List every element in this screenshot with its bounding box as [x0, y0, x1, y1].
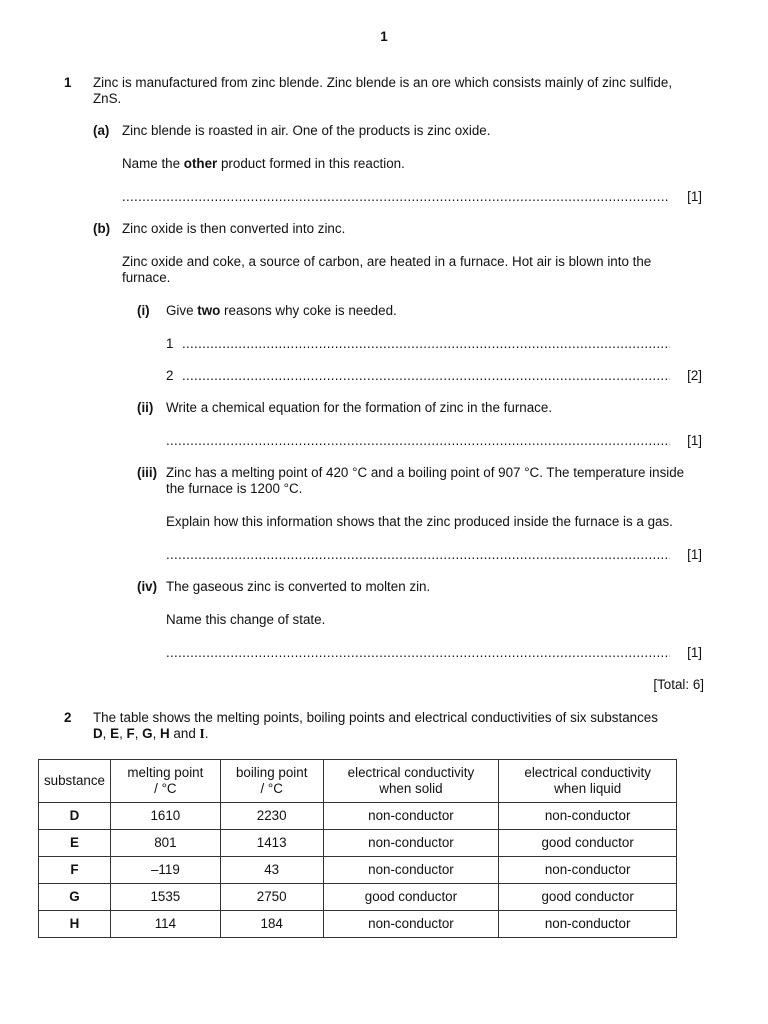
table-row [39, 830, 677, 857]
prompt-text: product formed in this reaction. [217, 156, 405, 171]
table-cell: E [39, 830, 111, 857]
table-header-row [39, 760, 677, 803]
header-line: electrical conductivity [347, 765, 475, 780]
table-cell: non-conductor [323, 830, 499, 857]
answer-line[interactable] [122, 189, 670, 205]
answer-number: 2 [166, 368, 174, 383]
question-number: 2 [64, 710, 72, 725]
header-line: / °C [260, 781, 283, 796]
table-row [39, 857, 677, 884]
subpart-prompt: Name this change of state. [166, 612, 326, 627]
table-cell: 2230 [220, 803, 323, 830]
mark-allocation: [1] [687, 547, 702, 562]
subpart-text: the furnace is 1200 °C. [166, 481, 303, 496]
subpart-label: (iv) [137, 579, 158, 594]
question-number: 1 [64, 75, 72, 90]
substance-letter: F [126, 726, 135, 741]
table-cell: –119 [110, 857, 220, 884]
header-line: substance [43, 773, 105, 788]
column-header [323, 760, 499, 803]
subpart-label: (iii) [137, 465, 158, 480]
part-text: Zinc blende is roasted in air. One of the products is zinc oxide. [122, 123, 491, 138]
part-label: (b) [93, 221, 111, 236]
table-cell: 114 [110, 911, 220, 938]
table-cell: F [39, 857, 111, 884]
table-cell: 801 [110, 830, 220, 857]
table-cell: non-conductor [499, 857, 677, 884]
subpart-label: (ii) [137, 400, 154, 415]
substance-table [38, 759, 677, 938]
separator: , [102, 726, 111, 741]
answer-line[interactable] [182, 368, 670, 384]
header-line: boiling point [235, 765, 308, 780]
subpart-text: Write a chemical equation for the formation of zinc in the furnace. [166, 400, 553, 415]
table-cell: 1535 [110, 884, 220, 911]
part-label: (a) [93, 123, 110, 138]
subpart-text: The gaseous zinc is converted to molten zin. [166, 579, 431, 594]
table-cell: good conductor [499, 830, 677, 857]
answer-line[interactable] [166, 547, 670, 563]
table-cell: 43 [220, 857, 323, 884]
table-cell: non-conductor [499, 803, 677, 830]
answer-line[interactable] [182, 336, 670, 352]
table-row [39, 884, 677, 911]
table-cell: non-conductor [323, 803, 499, 830]
column-header [110, 760, 220, 803]
table-cell: non-conductor [323, 911, 499, 938]
column-header [39, 760, 111, 803]
separator: , [134, 726, 143, 741]
subpart-text: Zinc has a melting point of 420 °C and a boiling point of 907 °C. The temperature inside [166, 465, 685, 480]
prompt-emphasis: other [183, 156, 218, 171]
table-cell: 1413 [220, 830, 323, 857]
table-cell: G [39, 884, 111, 911]
subpart-text [166, 303, 397, 319]
table-cell: 184 [220, 911, 323, 938]
substance-letter: D [93, 726, 103, 741]
answer-number: 1 [166, 336, 174, 351]
header-line: electrical conductivity [524, 765, 651, 780]
column-header [499, 760, 677, 803]
mark-allocation: [2] [687, 368, 702, 383]
table-cell: H [39, 911, 111, 938]
total-marks: [Total: 6] [653, 677, 704, 692]
table-row [39, 911, 677, 938]
substance-list [93, 726, 208, 742]
table-cell: 1610 [110, 803, 220, 830]
question-text: The table shows the melting points, boiling points and electrical conductivities of six substances [93, 710, 658, 725]
answer-line[interactable] [166, 433, 670, 449]
header-line: / °C [154, 781, 177, 796]
table-cell: D [39, 803, 111, 830]
header-line: when liquid [554, 781, 622, 796]
substance-letter: H [160, 726, 170, 741]
table-cell: good conductor [499, 884, 677, 911]
separator: . [204, 726, 209, 741]
substance-letter: G [142, 726, 153, 741]
part-text: furnace. [122, 270, 171, 285]
prompt-emphasis: two [197, 303, 221, 318]
prompt-text: Name the [122, 156, 184, 171]
answer-line[interactable] [166, 645, 670, 661]
mark-allocation: [1] [687, 189, 702, 204]
column-header [220, 760, 323, 803]
part-prompt [122, 156, 405, 172]
table-cell: good conductor [323, 884, 499, 911]
part-text: Zinc oxide is then converted into zinc. [122, 221, 346, 236]
page-number: 1 [380, 29, 388, 44]
prompt-text: reasons why coke is needed. [220, 303, 397, 318]
table-cell: non-conductor [499, 911, 677, 938]
separator: , [152, 726, 161, 741]
substance-letter: E [110, 726, 120, 741]
table-row [39, 803, 677, 830]
separator: , [119, 726, 127, 741]
table-cell: non-conductor [323, 857, 499, 884]
question-text: ZnS. [93, 91, 122, 106]
header-line: when solid [379, 781, 443, 796]
subpart-prompt: Explain how this information shows that the zinc produced inside the furnace is a gas. [166, 514, 673, 529]
question-text: Zinc is manufactured from zinc blende. Zinc blende is an ore which consists mainly of zinc sulfide, [93, 75, 673, 90]
table-cell: 2750 [220, 884, 323, 911]
subpart-label: (i) [137, 303, 150, 318]
header-line: melting point [127, 765, 204, 780]
prompt-text: Give [166, 303, 198, 318]
mark-allocation: [1] [687, 433, 702, 448]
substance-letter: I [199, 726, 205, 741]
separator: and [169, 726, 200, 741]
mark-allocation: [1] [687, 645, 702, 660]
part-text: Zinc oxide and coke, a source of carbon, are heated in a furnace. Hot air is blown into the [122, 254, 652, 269]
